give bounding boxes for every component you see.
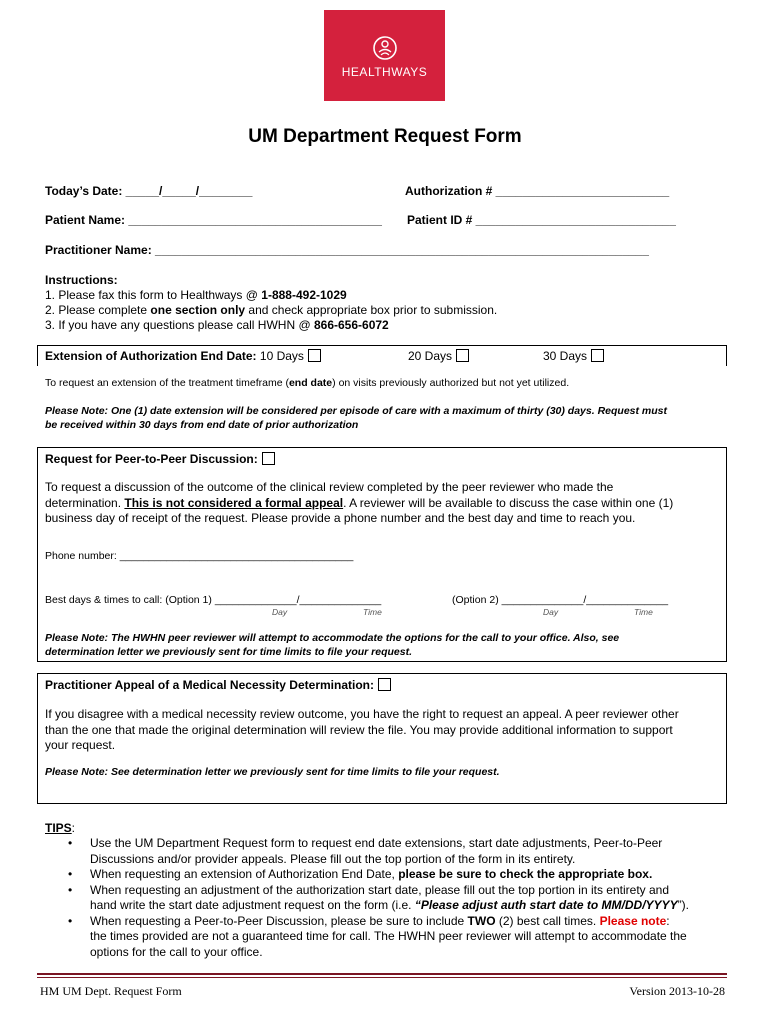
extension-20-days-checkbox[interactable] [456,349,469,362]
p2p-desc-line2 [45,496,725,512]
extension-20-days [408,349,469,363]
option1-day-caption: Day [272,607,288,617]
p2p-phone-field[interactable]: Phone number: ________________________________________ [45,550,354,562]
p2p-desc-line1: To request a discussion of the outcome of the clinical review completed by the peer reviewer who made the [45,480,614,494]
footer-version: Version 2013-10-28 [629,984,725,998]
tip-2-text: When requesting an extension of Authorization End Date, [90,867,399,881]
p2p-option2-field[interactable]: (Option 2) ______________/______________ [452,594,669,606]
extension-10-days-label: 10 Days [259,349,304,363]
instruction-3-text: 3. If you have any questions please call HWHN @ [45,318,314,332]
p2p-desc-line3: business day of receipt of the request. Please provide a phone number and the best day and time to reach you. [45,511,636,525]
tips-colon: : [71,821,76,835]
instruction-2-suffix: and check appropriate box prior to submission. [245,303,498,317]
tip-1 [90,836,738,867]
practitioner-name-field[interactable]: Practitioner Name: __________________________________________________________________________ [45,243,649,257]
phone-number-hwhn: 866-656-6072 [313,318,389,332]
extension-note-line2: be received within 30 days from end date of prior authorization [45,419,359,431]
tip-3-example: “Please adjust auth start date to MM/DD/YYYY [414,898,678,912]
todays-date-field[interactable]: Today’s Date: _____/_____/________ [45,184,253,198]
tips-list [38,836,738,960]
option2-day-caption: Day [543,607,559,617]
appeal-desc-line2: than the one that made the original determination will review the file. You may provide additional information to support [45,722,673,737]
fax-number: 1-888-492-1029 [261,288,347,302]
p2p-desc-line2-suffix: . A reviewer will be available to discuss the case within one (1) [343,495,674,510]
logo-text: HEALTHWAYS [341,64,428,79]
healthways-logo [324,10,445,101]
p2p-label-text: Request for Peer-to-Peer Discussion: [45,452,258,466]
appeal-label-text: Practitioner Appeal of a Medical Necessity Determination: [45,678,374,692]
extension-label [45,349,321,363]
patient-id-field[interactable]: Patient ID # ______________________________ [407,213,676,227]
option2-time-caption: Time [634,607,653,617]
appeal-label [45,678,391,692]
instruction-3 [45,318,389,332]
appeal-note: Please Note: See determination letter we previously sent for time limits to file your request. [45,766,500,778]
tip-4-line3: options for the call to your office. [90,944,263,959]
p2p-note [45,631,725,659]
tip-4-prefix: When requesting a Peer-to-Peer Discussion, please be sure to include [90,913,468,928]
tip-4-mid: (2) best call times. [495,913,600,928]
tip-3 [90,883,738,914]
form-title: UM Department Request Form [248,126,522,147]
tip-3-line2-prefix: hand write the start date adjustment request on the form (i.e. [90,898,415,912]
extension-30-days-label: 30 Days [543,349,588,363]
extension-label-text: Extension of Authorization End Date: [45,349,257,363]
extension-description [45,377,569,389]
p2p-description [45,480,725,527]
extension-10-days-checkbox[interactable] [308,349,321,362]
healthways-emblem-icon [370,33,400,63]
extension-note-line1: Please Note: One (1) date extension will be considered per episode of care with a maximum of thirty (30) days. Request must [45,405,667,417]
appeal-desc-line1: If you disagree with a medical necessity review outcome, you have the right to request an appeal. A peer reviewer other [45,707,679,721]
tip-3-line2-suffix: ”). [677,898,689,912]
instruction-2-text: 2. Please complete [45,303,151,317]
extension-desc-suffix: ) on visits previously authorized but not yet utilized. [332,377,570,389]
tip-4-line1 [90,914,738,930]
tip-3-line1: • When requesting an adjustment of the authorization start date, please fill out the top portion in its entirety and [90,882,670,897]
tip-4 [90,914,738,961]
footer-rule [37,973,727,975]
appeal-description [45,707,725,754]
p2p-note-line2: determination letter we previously sent for time limits to file your request. [45,646,412,658]
extension-20-days-label: 20 Days [408,349,453,363]
instruction-1-text: 1. Please fax this form to Healthways @ [45,288,262,302]
extension-30-days-checkbox[interactable] [591,349,604,362]
p2p-checkbox[interactable] [262,452,275,465]
instruction-2-bold: one section only [150,303,246,317]
tips-heading-text: TIPS [45,821,72,835]
extension-note [45,404,725,432]
tip-1-line1: • Use the UM Department Request form to request end date extensions, start date adjustments, Peer-to-Peer [90,836,663,850]
instruction-2 [45,303,497,317]
footer-rule-thin [37,977,727,978]
tip-4-line2: the times provided are not a guaranteed time for call. The HWHN peer reviewer will attempt to accommodate the [90,929,687,943]
extension-desc-prefix: To request an extension of the treatment timeframe ( [45,377,289,389]
option1-time-caption: Time [363,607,382,617]
tip-3-line2 [90,898,738,914]
tip-4-two: TWO [467,913,496,928]
p2p-option1-field[interactable]: Best days & times to call: (Option 1) ______________/______________ [45,594,382,606]
instruction-1 [45,288,347,302]
p2p-label [45,452,275,466]
tip-4-colon: : [666,913,670,928]
p2p-desc-line2-prefix: determination. [45,495,125,510]
extension-desc-bold: end date [288,377,333,389]
authorization-field[interactable]: Authorization # __________________________ [405,184,670,198]
appeal-checkbox[interactable] [378,678,391,691]
extension-30-days [543,349,604,363]
p2p-note-line1: Please Note: The HWHN peer reviewer will attempt to accommodate the options for the call to your office. Also, see [45,632,620,644]
not-formal-appeal-text: This is not considered a formal appeal [124,495,344,510]
tips-heading [45,821,75,835]
instructions-heading: Instructions: [45,273,118,287]
appeal-desc-line3: your request. [45,738,116,752]
tip-2-bold: please be sure to check the appropriate box. [398,867,653,881]
footer-form-name: HM UM Dept. Request Form [40,984,182,998]
tip-1-line2: Discussions and/or provider appeals. Please fill out the top portion of the form in its entirety. [90,851,576,866]
tip-2 [90,867,738,883]
patient-name-field[interactable]: Patient Name: ______________________________________ [45,213,382,227]
tip-4-please-note: Please note [599,913,667,928]
